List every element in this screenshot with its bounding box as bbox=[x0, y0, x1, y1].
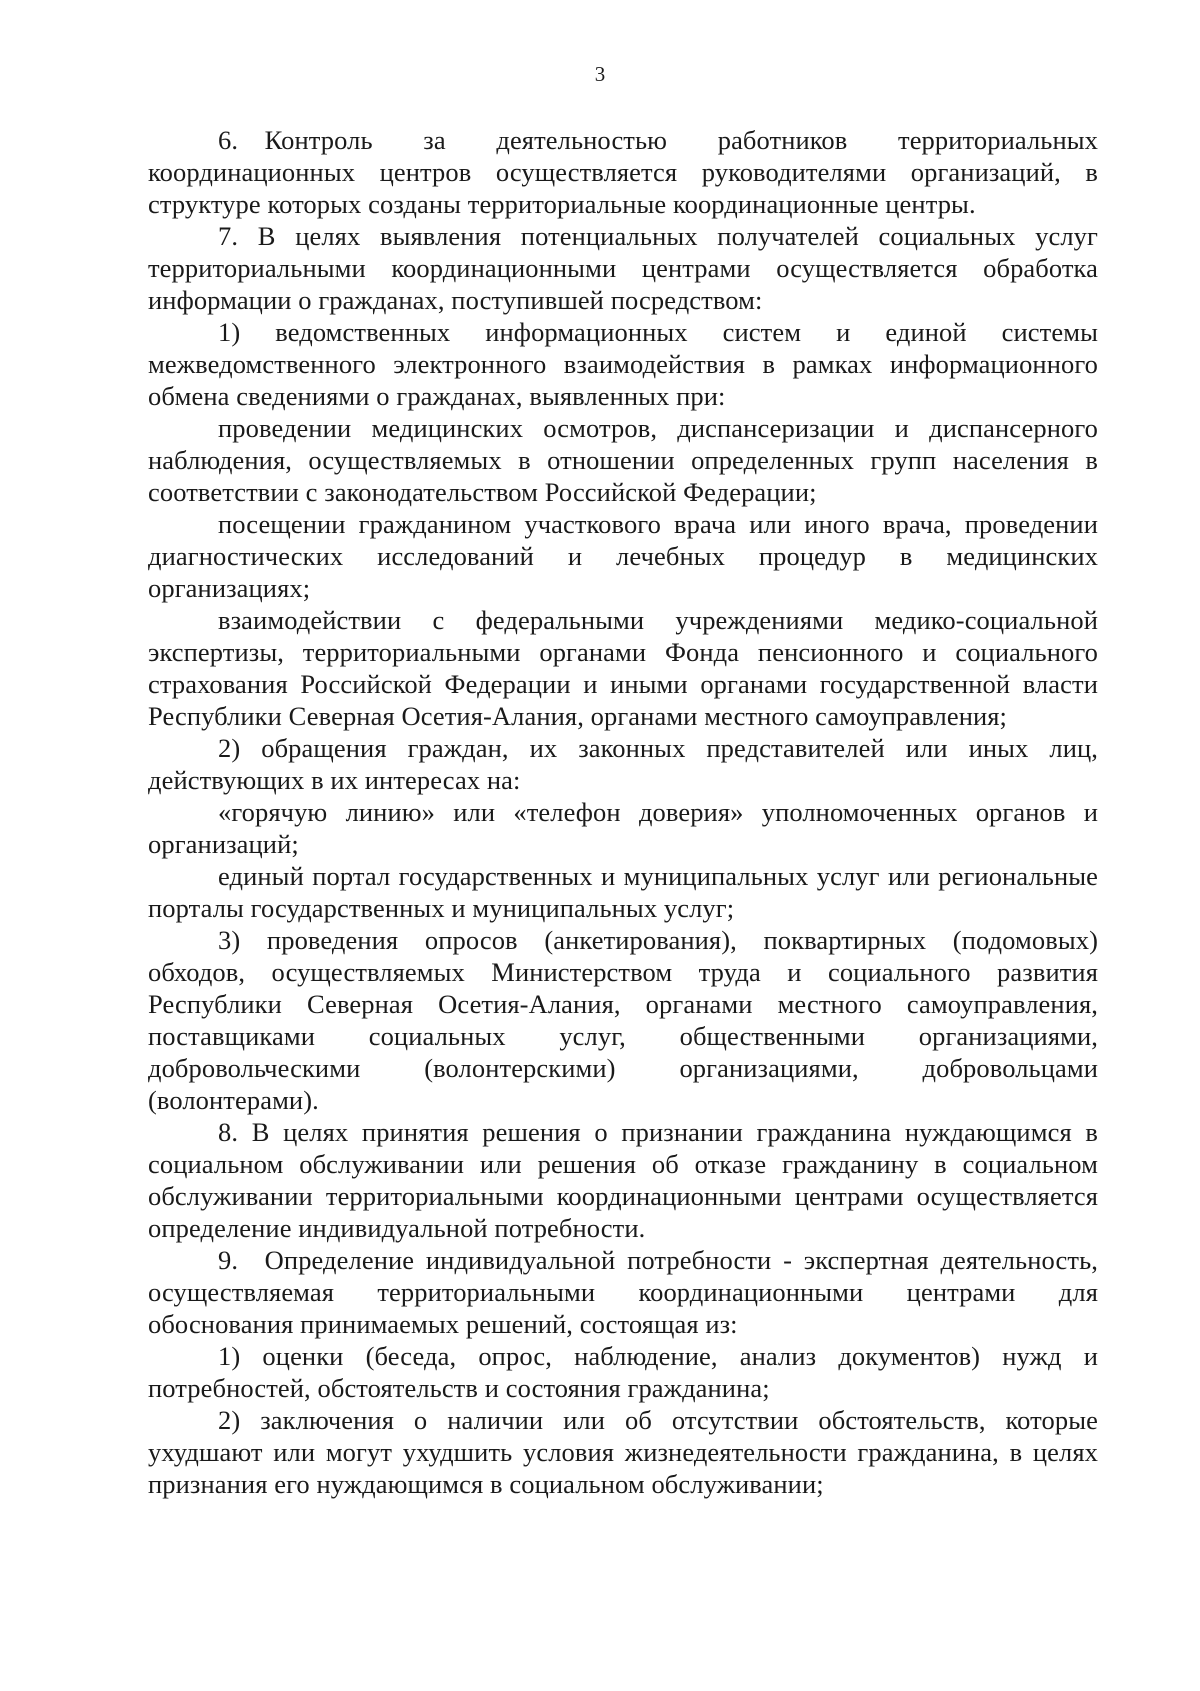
paragraph-9: 9. Определение индивидуальной потребности - экспертная деятельность, осуществляемая территориальными координационными центрами для обоснования принимаемых решений, состоящая из: bbox=[148, 1245, 1098, 1339]
page-number: 3 bbox=[594, 62, 606, 86]
paragraph-7-item-2-hotline: «горячую линию» или «телефон доверия» уполномоченных органов и организаций; bbox=[148, 797, 1098, 859]
paragraph-7-item-1: 1) ведомственных информационных систем и единой системы межведомственного электронного взаимодействия в рамках информационного обмена сведениями о гражданах, выявленных при: bbox=[148, 317, 1098, 411]
paragraph-7-item-1-interaction: взаимодействии с федеральными учреждениями медико-социальной экспертизы, территориальными органами Фонда пенсионного и социального страхования Российской Федерации и иными органами государственной власти Республики Северная Осетия-Алания, органами местного самоуправления; bbox=[148, 605, 1098, 731]
paragraph-7: 7. В целях выявления потенциальных получателей социальных услуг территориальными координационными центрами осуществляется обработка информации о гражданах, поступившей посредством: bbox=[148, 221, 1098, 315]
paragraph-9-item-1: 1) оценки (беседа, опрос, наблюдение, анализ документов) нужд и потребностей, обстоятельств и состояния гражданина; bbox=[148, 1341, 1098, 1403]
paragraph-9-item-2: 2) заключения о наличии или об отсутствии обстоятельств, которые ухудшают или могут ухудшить условия жизнедеятельности гражданина, в целях признания его нуждающимся в социальном обслуживании; bbox=[148, 1405, 1098, 1499]
paragraph-7-item-3: 3) проведения опросов (анкетирования), поквартирных (подомовых) обходов, осуществляемых Министерством труда и социального развития Республики Северная Осетия-Алания, органами местного самоуправления, поставщиками социальных услуг, общественными организациями, добровольческими (волонтерскими) организациями, добровольцами (волонтерами). bbox=[148, 925, 1098, 1115]
paragraph-7-item-2-portal: единый портал государственных и муниципальных услуг или региональные порталы государственных и муниципальных услуг; bbox=[148, 861, 1098, 923]
paragraph-6: 6. Контроль за деятельностью работников территориальных координационных центров осуществляется руководителями организаций, в структуре которых созданы территориальные координационные центры. bbox=[148, 125, 1098, 219]
paragraph-7-item-1-medical-exams: проведении медицинских осмотров, диспансеризации и диспансерного наблюдения, осуществляемых в отношении определенных групп населения в соответствии с законодательством Российской Федерации; bbox=[148, 413, 1098, 507]
paragraph-8: 8. В целях принятия решения о признании гражданина нуждающимся в социальном обслуживании или решения об отказе гражданину в социальном обслуживании территориальными координационными центрами осуществляется определение индивидуальной потребности. bbox=[148, 1117, 1098, 1243]
paragraph-7-item-1-doctor-visits: посещении гражданином участкового врача или иного врача, проведении диагностических исследований и лечебных процедур в медицинских организациях; bbox=[148, 509, 1098, 603]
paragraph-7-item-2: 2) обращения граждан, их законных представителей или иных лиц, действующих в их интересах на: bbox=[148, 733, 1098, 795]
document-body bbox=[148, 124, 1098, 1500]
